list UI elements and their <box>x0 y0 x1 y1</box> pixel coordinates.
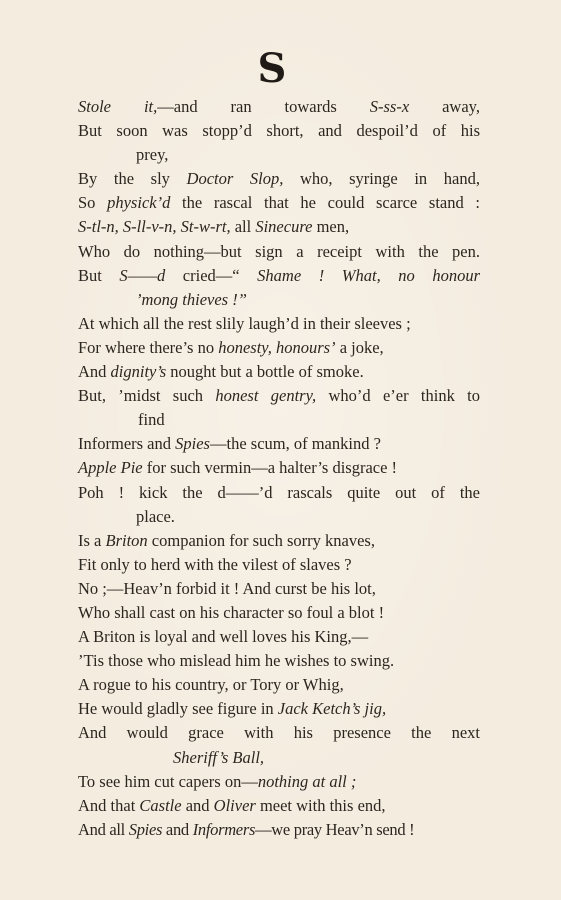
text-segment: By the sly <box>78 169 187 189</box>
poem-line <box>78 770 480 794</box>
text-segment: who, syringe in hand, <box>283 169 480 189</box>
text-segment: Poh ! kick the d——’d rascals quite out of the <box>78 482 480 502</box>
italic-text: nothing at all ; <box>257 771 357 791</box>
text-segment: And <box>78 362 111 382</box>
text-segment: And that <box>78 795 140 815</box>
text-segment: prey, <box>136 145 169 165</box>
text-segment: So <box>78 193 108 213</box>
italic-text: Spies <box>175 434 210 454</box>
text-segment: cried—“ <box>165 265 258 285</box>
poem-line <box>78 191 480 215</box>
poem-line <box>78 625 480 649</box>
text-segment: And would grace with his presence the next <box>78 723 480 743</box>
text-segment: And all <box>78 819 129 839</box>
poem-line <box>78 746 480 770</box>
text-segment: Is a <box>78 530 106 550</box>
italic-text: S-ss-x <box>369 97 410 116</box>
text-segment: For where there’s no <box>78 337 219 357</box>
poem-line <box>78 649 480 673</box>
text-segment: place. <box>136 506 175 526</box>
poem-line <box>78 95 480 119</box>
text-segment: companion for such sorry knaves, <box>147 530 375 550</box>
text-segment: Fit only to herd with the vilest of slaves ? <box>78 554 352 574</box>
text-segment: men, <box>312 217 350 237</box>
text-segment: —the scum, of mankind ? <box>209 434 381 454</box>
poem-text <box>78 95 480 842</box>
text-segment: the rascal that he could scarce stand : <box>170 193 480 213</box>
italic-text: Sheriff’s Ball, <box>173 747 265 767</box>
poem-line <box>78 215 480 239</box>
italic-text: honesty, honours’ <box>218 337 336 357</box>
text-segment: No ;—Heav’n forbid it ! And curst be his lot, <box>78 578 376 598</box>
italic-text: Jack Ketch’s jig, <box>277 699 387 719</box>
italic-text: honest gentry, <box>215 386 317 406</box>
text-segment: meet with this end, <box>255 795 386 815</box>
text-segment: But soon was stopp’d short, and despoil’d of his <box>78 121 480 141</box>
text-segment: But <box>78 265 120 285</box>
poem-line <box>78 505 480 529</box>
italic-text: dignity’s <box>110 362 167 382</box>
italic-text: S——d <box>119 265 166 285</box>
text-segment: Who shall cast on his character so foul a blot ! <box>78 602 385 622</box>
poem-line <box>78 794 480 818</box>
italic-text: ’mong thieves !” <box>136 289 247 309</box>
italic-text: S-tl-n, S-ll-v-n, St-w-rt, <box>78 217 231 237</box>
poem-line <box>78 673 480 697</box>
text-segment: and <box>162 819 193 839</box>
text-segment: But, ’midst such <box>78 386 216 406</box>
poem-line <box>78 818 480 842</box>
text-segment: —and ran towards <box>157 97 370 116</box>
text-segment: A rogue to his country, or Tory or Whig, <box>78 675 344 695</box>
poem-line <box>78 601 480 625</box>
italic-text: Sinecure <box>255 217 313 237</box>
text-segment: and <box>181 795 214 815</box>
poem-line <box>78 264 480 288</box>
poem-line <box>78 432 480 456</box>
italic-text: physick’d <box>107 193 171 213</box>
text-segment: At which all the rest slily laugh’d in their sleeves ; <box>78 313 411 333</box>
text-segment: away, <box>409 97 480 116</box>
text-segment: a joke, <box>335 337 384 357</box>
italic-text: Briton <box>105 530 148 550</box>
italic-text: Spies <box>128 819 163 839</box>
poem-line <box>78 240 480 264</box>
poem-line <box>78 529 480 553</box>
poem-line <box>78 288 480 312</box>
text-segment: —we pray Heav’n send ! <box>255 819 415 839</box>
text-segment: for such vermin—a halter’s disgrace ! <box>142 458 398 478</box>
poem-line <box>78 312 480 336</box>
poem-line <box>78 481 480 505</box>
poem-line <box>78 384 480 408</box>
text-segment: Informers and <box>78 434 176 454</box>
text-segment: He would gladly see figure in <box>78 699 278 719</box>
poem-line <box>78 167 480 191</box>
poem-line <box>78 143 480 167</box>
poem-line <box>78 408 480 432</box>
italic-text: Oliver <box>213 795 256 815</box>
italic-text: Shame ! What, no honour <box>257 265 481 285</box>
poem-line <box>78 360 480 384</box>
italic-text: Stole it, <box>78 97 158 116</box>
poem-line <box>78 721 480 745</box>
poem-line <box>78 553 480 577</box>
text-segment: who’d e’er think to <box>316 386 480 406</box>
poem-line <box>78 456 480 480</box>
italic-text: Castle <box>139 795 182 815</box>
italic-text: Doctor Slop, <box>186 169 284 189</box>
poem-line <box>78 336 480 360</box>
text-segment: A Briton is loyal and well loves his King,— <box>78 627 369 647</box>
italic-text: Informers <box>192 819 256 839</box>
poem-line <box>78 577 480 601</box>
text-segment: nought but a bottle of smoke. <box>166 362 364 382</box>
text-segment: To see him cut capers on— <box>78 771 258 791</box>
text-segment: ’Tis those who mislead him he wishes to swing. <box>78 651 395 671</box>
poem-line <box>78 697 480 721</box>
page-signature-letter: S <box>257 45 288 92</box>
poem-line <box>78 119 480 143</box>
text-segment: Who do nothing—but sign a receipt with the pen. <box>78 241 480 261</box>
text-segment: all <box>230 217 256 237</box>
text-segment: find <box>138 410 165 430</box>
italic-text: Apple Pie <box>78 458 143 478</box>
